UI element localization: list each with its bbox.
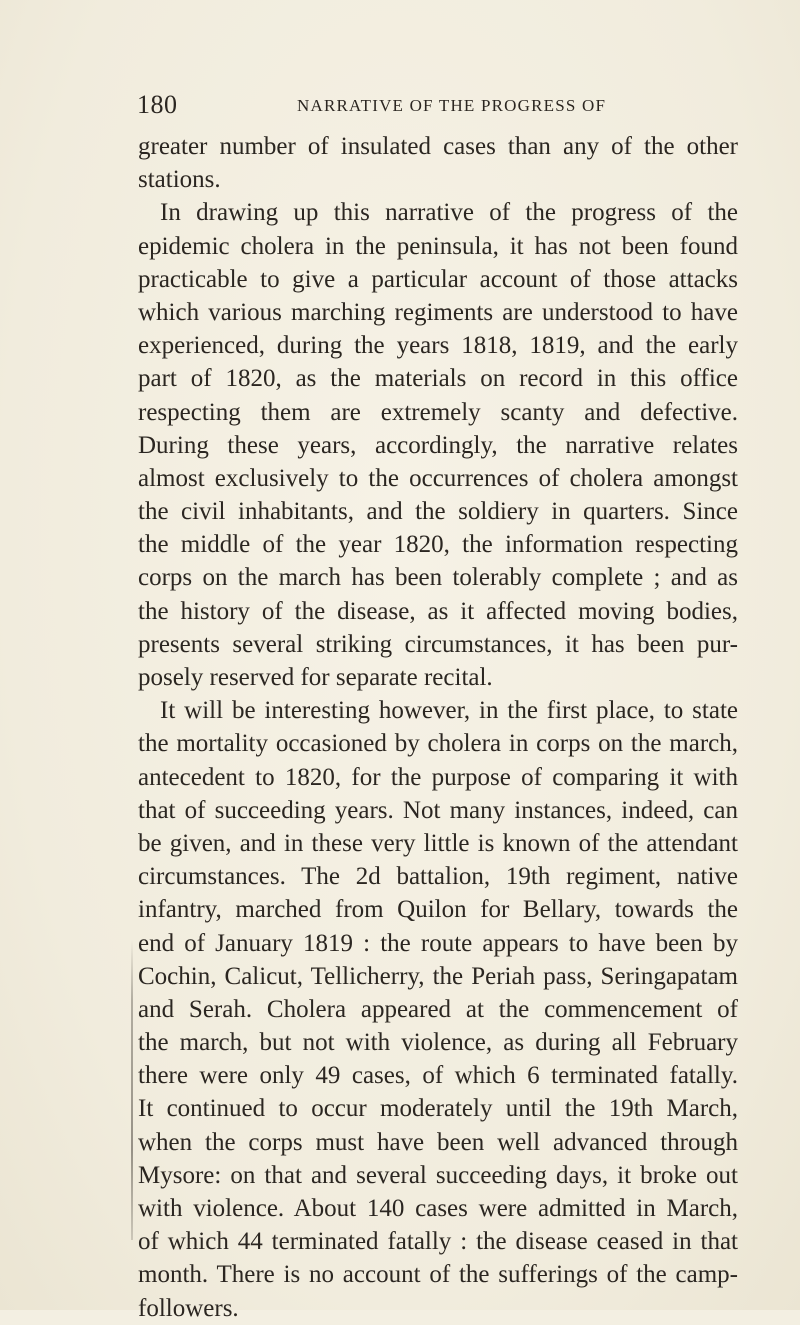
text-line: posely reserved for separate recital. (138, 664, 493, 691)
text-line: epidemic cholera in the peninsula, it has not been found (138, 232, 738, 260)
text-line: antecedent to 1820, for the purpose of comparing it with (138, 763, 738, 791)
text-line: when the corps must have been well advanced through (138, 1128, 738, 1156)
text-line: and Serah. Cholera appeared at the commencement of (138, 995, 738, 1023)
text-line: which various marching regiments are understood to have (138, 298, 738, 326)
text-line: with violence. About 140 cases were admitted in March, (138, 1195, 738, 1222)
margin-mark (131, 940, 133, 1240)
text-line: the history of the disease, as it affected moving bodies, (138, 597, 738, 625)
text-line: the march, but not with violence, as during all February (138, 1029, 738, 1057)
body-text (138, 130, 738, 1325)
text-line: Mysore: on that and several succeeding days, it broke out (138, 1161, 738, 1189)
text-line: stations. (138, 166, 221, 194)
text-line: respecting them are extremely scanty and defective. (138, 398, 738, 426)
text-line: greater number of insulated cases than any of the other (138, 133, 738, 160)
text-line: During these years, accordingly, the narrative relates (138, 431, 738, 459)
text-line: month. There is no account of the sufferings of the camp- (138, 1261, 738, 1289)
text-line: the mortality occasioned by cholera in corps on the march, (138, 730, 738, 758)
text-line: that of succeeding years. Not many instances, indeed, can (138, 796, 738, 824)
text-line: circumstances. The 2d battalion, 19th regiment, native (138, 863, 738, 891)
text-line: corps on the march has been tolerably complete ; and as (138, 564, 738, 592)
text-line: followers. (138, 1294, 239, 1322)
page-header (137, 90, 737, 126)
text-line: Cochin, Calicut, Tellicherry, the Periah pass, Seringapatam (138, 962, 738, 990)
text-line: It continued to occur moderately until the 19th March, (138, 1095, 738, 1123)
text-line: the civil inhabitants, and the soldiery in quarters. Since (138, 498, 738, 526)
page-number: 180 (137, 90, 178, 119)
text-line: almost exclusively to the occurrences of cholera amongst (138, 464, 738, 492)
text-line: end of January 1819 : the route appears to have been by (138, 929, 738, 957)
text-line: presents several striking circumstances, it has been pur- (138, 630, 738, 658)
text-line: It will be interesting however, in the first place, to state (160, 697, 738, 725)
text-line: infantry, marched from Quilon for Bellary, towards the (138, 896, 738, 924)
text-line: be given, and in these very little is known of the attendant (138, 829, 738, 857)
text-line: part of 1820, as the materials on record in this office (138, 365, 738, 393)
text-line: there were only 49 cases, of which 6 terminated fatally. (138, 1062, 738, 1090)
running-head: NARRATIVE OF THE PROGRESS OF (297, 96, 607, 115)
text-line: of which 44 terminated fatally : the disease ceased in that (138, 1228, 738, 1256)
text-line: In drawing up this narrative of the progress of the (160, 199, 738, 227)
text-line: the middle of the year 1820, the information respecting (138, 531, 738, 559)
text-line: practicable to give a particular account of those attacks (138, 265, 738, 293)
text-line: experienced, during the years 1818, 1819, and the early (138, 332, 738, 360)
